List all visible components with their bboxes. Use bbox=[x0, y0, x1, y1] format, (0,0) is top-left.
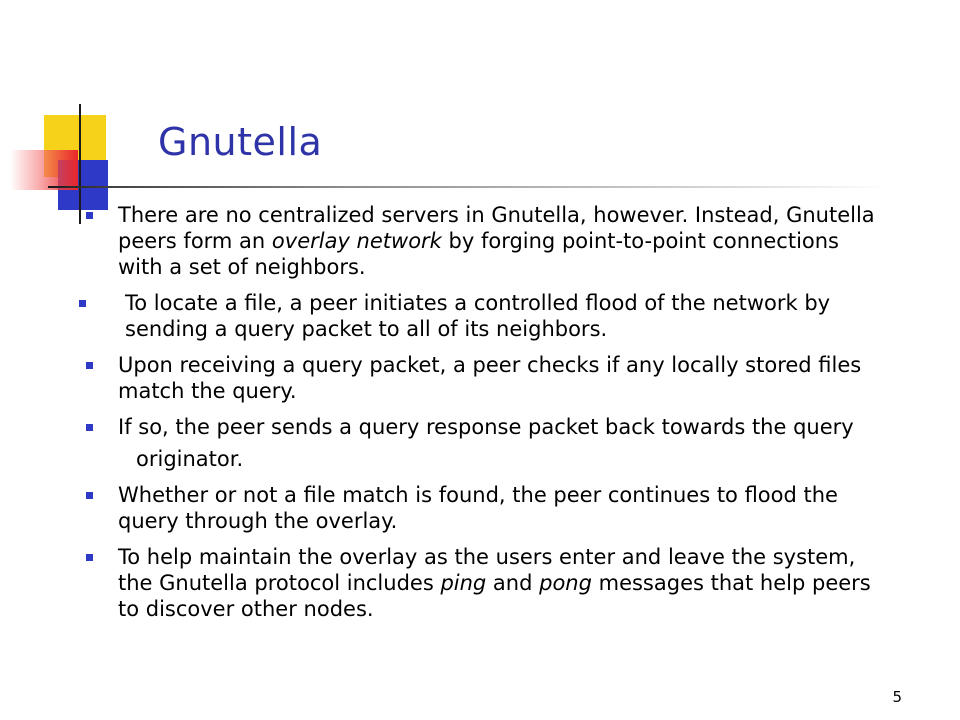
bullet-text: There are no centralized servers in Gnutella, however. Instead, Gnutella peers form an bbox=[118, 203, 875, 253]
bullet-text: and bbox=[486, 571, 540, 595]
slide-title: Gnutella bbox=[158, 120, 323, 164]
bullet-emphasis: overlay network bbox=[271, 229, 442, 253]
bullet-marker-icon bbox=[86, 554, 93, 561]
bullet-item bbox=[118, 202, 878, 280]
bullet-list bbox=[118, 202, 878, 632]
bullet-marker-icon bbox=[86, 362, 93, 369]
bullet-marker-icon bbox=[79, 300, 86, 307]
bullet-text: Whether or not a file match is found, the peer continues to flood the query through the overlay. bbox=[118, 483, 838, 533]
bullet-marker-icon bbox=[86, 212, 93, 219]
bullet-item bbox=[118, 290, 878, 342]
bullet-item bbox=[118, 482, 878, 534]
title-underline bbox=[48, 186, 888, 188]
bullet-marker-icon bbox=[86, 492, 93, 499]
bullet-item bbox=[118, 544, 878, 622]
bullet-text: by forging point-to-point connections with a set of neighbors. bbox=[118, 229, 839, 279]
bullet-text: To locate a file, a peer initiates a controlled flood of the network by sending a query packet to all of its neighbors. bbox=[125, 291, 831, 341]
bullet-emphasis: pong bbox=[539, 571, 592, 595]
decorative-red-bar bbox=[10, 150, 78, 190]
bullet-text: To help maintain the overlay as the users enter and leave the system, the Gnutella protocol includes bbox=[118, 545, 856, 595]
bullet-text: If so, the peer sends a query response packet back towards the query bbox=[118, 415, 854, 439]
decorative-vertical-line bbox=[79, 104, 81, 224]
bullet-text: messages that help peers to discover other nodes. bbox=[118, 571, 871, 621]
bullet-emphasis: ping bbox=[440, 571, 487, 595]
page-number: 5 bbox=[892, 688, 902, 706]
bullet-marker-icon bbox=[86, 424, 93, 431]
bullet-continuation: originator. bbox=[136, 447, 244, 471]
bullet-text: Upon receiving a query packet, a peer checks if any locally stored files match the query. bbox=[118, 353, 862, 403]
bullet-item bbox=[118, 414, 878, 472]
bullet-item bbox=[118, 352, 878, 404]
